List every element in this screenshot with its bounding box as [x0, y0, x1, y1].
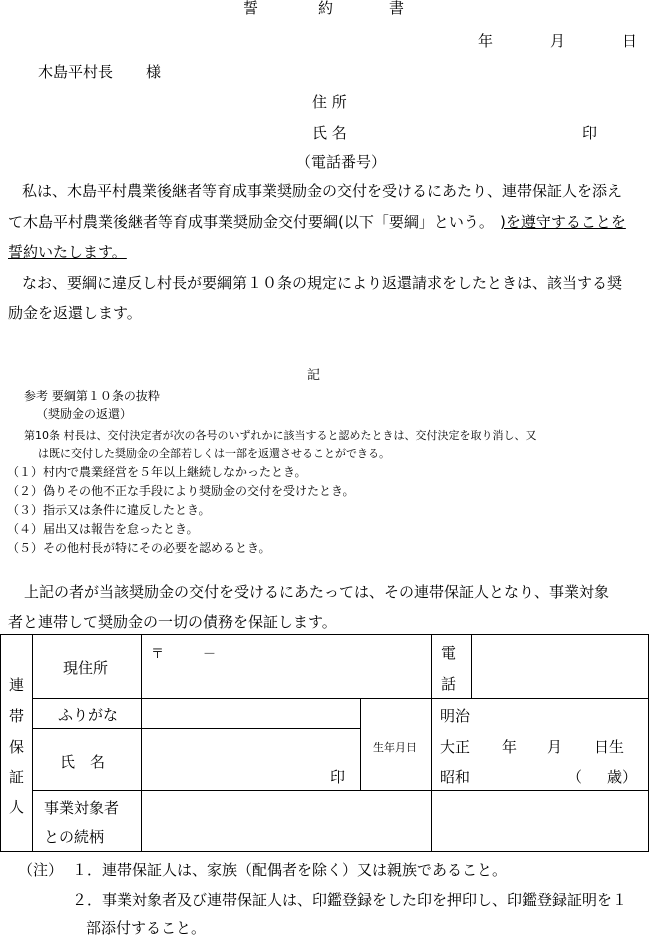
para1-line1: 私は、木島平村農業後継者等育成事業奨励金の交付を受けるにあたり、連帯保証人を添え [22, 182, 623, 200]
article-item-3: （３）指示又は条件に違反したとき。 [7, 503, 211, 517]
article-line1: 第10条 村長は、交付決定者が次の各号のいずれかに該当すると認めたときは、交付決定を取り消し、又 [24, 429, 537, 442]
side-label-3: 保 [9, 738, 25, 756]
birth-year: 年 [502, 738, 518, 756]
reference-title: 参考 要綱第１０条の抜粋 [24, 389, 160, 403]
title-char-3: 書 [389, 0, 405, 17]
para1-line2-a: て木島平村農業後継者等育成事業奨励金交付要綱(以下「要綱」という。 [8, 213, 494, 231]
age-close: 歳） [607, 768, 638, 786]
age-open: （ [567, 768, 583, 786]
title-char-1: 誓 [243, 0, 259, 17]
note-2-line2: 部添付すること。 [86, 919, 207, 937]
para2-line2: 励金を返還します。 [8, 304, 142, 322]
name-label: 氏 名 [312, 124, 347, 142]
address-label: 住 所 [312, 93, 347, 111]
article-item-5: （５）その他村長が特にその必要を認めるとき。 [7, 541, 271, 555]
para1-line3: 誓約いたします。 [8, 243, 127, 261]
era-meiji: 明治 [440, 707, 471, 725]
note-2-line1: ２．事業対象者及び連帯保証人は、印鑑登録をした印を押印し、印鑑登録証明を１ [72, 891, 628, 909]
para2-line1: なお、要綱に違反し村長が要綱第１０条の規定により返還請求をしたときは、該当する奨 [22, 274, 623, 292]
article-item-2: （２）偽りその他不正な手段により奨励金の交付を受けたとき。 [7, 484, 355, 498]
para1-line2-b: )を遵守することを [500, 213, 626, 231]
date-year: 年 [478, 32, 494, 50]
relation-label-line2: との続柄 [44, 828, 105, 846]
guarantor-name-label: 氏 名 [60, 753, 106, 771]
guarantor-line2: 者と連帯して奨励金の一切の債務を保証します。 [8, 613, 337, 631]
phone-char-2: 話 [441, 675, 457, 693]
birth-day: 日生 [594, 738, 625, 756]
furigana-label: ふりがな [58, 706, 119, 724]
current-address-label: 現住所 [63, 659, 109, 677]
article-line2: は既に交付した奨励金の全部若しくは一部を返還させることができる。 [38, 447, 390, 460]
side-label-2: 帯 [9, 707, 25, 725]
reference-subtitle: （奨励金の返還） [36, 407, 133, 421]
honorific: 様 [146, 63, 162, 81]
era-taisho: 大正 [440, 738, 471, 756]
side-label-5: 人 [9, 798, 25, 816]
phone-label: （電話番号） [296, 153, 387, 171]
ki-heading: 記 [307, 368, 321, 383]
birth-month: 月 [547, 738, 563, 756]
birthdate-label: 生年月日 [373, 741, 417, 754]
phone-char-1: 電 [441, 644, 457, 662]
addressee: 木島平村長 [38, 63, 114, 81]
side-label-4: 証 [9, 768, 25, 786]
side-label-1: 連 [9, 676, 25, 694]
relation-label-line1: 事業対象者 [44, 799, 120, 817]
seal-mark: 印 [582, 124, 598, 142]
note-prefix: （注） [18, 861, 64, 879]
guarantor-seal: 印 [330, 768, 346, 786]
date-month: 月 [550, 32, 566, 50]
postal-code-field: 〒 － [151, 647, 217, 662]
article-item-1: （１）村内で農業経営を５年以上継続しなかったとき。 [7, 465, 307, 479]
era-showa: 昭和 [440, 768, 471, 786]
note-1: １．連帯保証人は、家族（配偶者を除く）又は親族であること。 [72, 861, 508, 879]
article-item-4: （４）届出又は報告を怠ったとき。 [7, 522, 199, 536]
title-char-2: 約 [318, 0, 334, 17]
guarantor-line1: 上記の者が当該奨励金の交付を受けるにあたっては、その連帯保証人となり、事業対象 [24, 583, 610, 601]
date-day: 日 [622, 32, 638, 50]
